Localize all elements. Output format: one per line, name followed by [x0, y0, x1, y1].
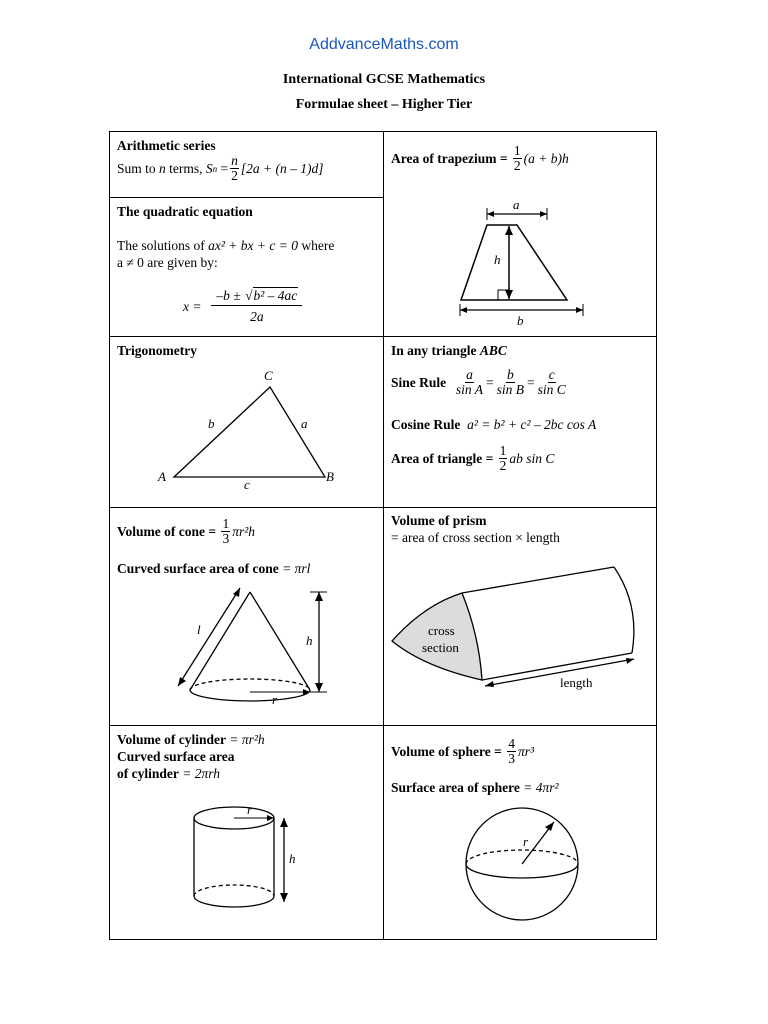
cylinder-height-arrowhead-top [280, 818, 288, 827]
cone-volume [117, 517, 255, 546]
triangle-heading-abc: ABC [479, 343, 507, 358]
sphere-volume-fraction [507, 737, 516, 766]
triangle-area-rest: ab sin C [509, 450, 555, 466]
triangle-heading [391, 343, 507, 359]
trapezium-frac-den: 2 [513, 158, 521, 173]
sine-den-1: sin A [455, 382, 484, 397]
cone-curved-label: Curved surface area of cone [117, 561, 279, 576]
trapezium-diagram [384, 198, 656, 336]
cone-base-back [190, 679, 310, 690]
cylinder-curved-expr: = 2πrh [182, 766, 221, 781]
arithmetic-heading: Arithmetic series [117, 138, 216, 153]
page-title: International GCSE Mathematics [282, 72, 486, 87]
arithmetic-n: n [159, 160, 166, 176]
trapezium-top-arrowhead-left [487, 211, 494, 217]
trapezium-label-a: a [513, 198, 520, 212]
cone-label-l: l [197, 622, 201, 637]
cone-label-r: r [272, 692, 278, 707]
cone-curved [117, 561, 310, 577]
cylinder-curved-line2 [117, 766, 220, 782]
trig-label-C: C [264, 368, 273, 383]
cosine-rule [391, 417, 596, 433]
sine-frac-3 [537, 368, 567, 397]
cylinder-volume-expr: = πr²h [229, 732, 265, 747]
cone-height-arrowhead-top [315, 592, 323, 601]
site-name: AddvanceMaths.com [309, 36, 459, 53]
prism-end-curve [614, 567, 634, 653]
prism-label-length: length [560, 675, 593, 690]
divider-row3 [109, 725, 657, 726]
triangle-area-label: Area of triangle = [391, 450, 494, 466]
trapezium-top-arrowhead-right [540, 211, 547, 217]
sine-eq-1: = [486, 374, 494, 390]
quadratic-radicand: b² – 4ac [253, 288, 298, 303]
prism-label-section: section [422, 640, 459, 655]
sphere-volume-label: Volume of sphere = [391, 743, 502, 759]
sphere-volume-rest: πr³ [517, 743, 535, 759]
arithmetic-formula [117, 154, 324, 183]
quadratic-line1-post: where [301, 238, 335, 253]
quadratic-x-eq: x = [183, 298, 202, 314]
arithmetic-terms: terms, [169, 160, 203, 176]
trigonometry-triangle-diagram [110, 360, 382, 500]
cone-left-edge [190, 592, 250, 690]
cylinder-label-h: h [289, 851, 296, 866]
cone-slant-arrow [178, 588, 240, 686]
sphere-label-r: r [523, 834, 529, 849]
trapezium-shape [461, 225, 567, 300]
sphere-radius-arrowhead [545, 822, 554, 831]
cone-slant-arrowhead-bottom [178, 677, 186, 686]
arithmetic-eq: = [220, 160, 229, 176]
arithmetic-frac-den: 2 [231, 168, 238, 183]
prism-length-arrowhead-left [485, 681, 494, 687]
triangle-heading-pre: In any triangle [391, 343, 477, 358]
cone-height-arrowhead-bottom [315, 683, 323, 692]
sine-den-2: sin B [496, 382, 525, 397]
trapezium-heading: Area of trapezium = [391, 150, 508, 166]
trig-label-B: B [326, 469, 334, 484]
arithmetic-bracket: [2a + (n – 1)d] [240, 160, 324, 176]
quadratic-line1 [117, 238, 334, 254]
trapezium-fraction [513, 144, 522, 173]
trig-label-a: a [301, 416, 308, 431]
trig-triangle [174, 387, 325, 477]
prism-formula: = area of cross section × length [391, 530, 560, 545]
sphere-volume-num: 4 [508, 736, 515, 751]
arithmetic-fraction [230, 154, 239, 183]
triangle-area-fraction [499, 444, 508, 473]
sine-eq-2: = [527, 374, 535, 390]
prism-top-edge [462, 567, 614, 593]
cylinder-base-front [194, 896, 274, 907]
cone-volume-den: 3 [222, 531, 230, 546]
quadratic-denominator: 2a [250, 309, 264, 324]
quadratic-line2: a ≠ 0 are given by: [117, 255, 218, 270]
sine-frac-1 [455, 368, 484, 397]
prism-bottom-edge [482, 653, 632, 680]
arithmetic-S: S [205, 160, 213, 176]
trapezium-label-h: h [494, 252, 501, 267]
arithmetic-sub-n: n [212, 163, 218, 174]
trapezium-height-arrowhead-top [505, 226, 513, 235]
sine-rule-label: Sine Rule [391, 374, 447, 390]
arithmetic-frac-num: n [231, 153, 238, 168]
cone-right-edge [250, 592, 310, 690]
cylinder-curved-label: of cylinder [117, 766, 179, 781]
sphere-equator-back [466, 850, 578, 864]
quadratic-formula [183, 289, 309, 324]
arithmetic-sum-prefix: Sum to [117, 160, 156, 176]
prism-heading: Volume of prism [391, 513, 487, 528]
trapezium-label-b: b [517, 313, 524, 328]
trapezium-rest: (a + b)h [523, 150, 569, 166]
cone-volume-label: Volume of cone = [117, 523, 217, 539]
trigonometry-heading: Trigonometry [117, 343, 197, 358]
sphere-surface [391, 780, 559, 796]
cylinder-label-r: r [247, 802, 253, 817]
cylinder-volume-label: Volume of cylinder [117, 732, 226, 747]
trapezium-frac-num: 1 [513, 143, 521, 158]
sphere-surface-expr: = 4πr² [523, 780, 559, 795]
sphere-equator-front [466, 864, 578, 878]
cylinder-volume [117, 732, 265, 748]
sphere-volume [391, 737, 534, 766]
sphere-volume-den: 3 [508, 751, 515, 766]
quadratic-fraction [207, 289, 307, 324]
cylinder-diagram [110, 790, 382, 930]
sine-rule [391, 368, 569, 397]
cylinder-base-back [194, 885, 274, 896]
page-subtitle: Formulae sheet – Higher Tier [295, 97, 473, 112]
quadratic-heading: The quadratic equation [117, 204, 253, 219]
prism-label-cross: cross [428, 623, 455, 638]
sphere-surface-label: Surface area of sphere [391, 780, 520, 795]
cone-label-h: h [306, 633, 313, 648]
trapezium-height-arrowhead-bottom [505, 290, 513, 299]
trig-label-b: b [208, 416, 215, 431]
sine-num-2: b [506, 367, 514, 382]
quadratic-num-pre: –b ± [216, 288, 241, 303]
trapezium-bottom-arrowhead-right [576, 307, 583, 313]
cone-curved-expr: = πrl [282, 561, 311, 576]
sphere-diagram [384, 800, 656, 930]
divider-row1 [109, 336, 657, 337]
sine-num-1: a [466, 367, 473, 382]
trig-label-A: A [158, 469, 166, 484]
trapezium-formula [391, 144, 569, 173]
cylinder-curved-line1: Curved surface area [117, 749, 235, 764]
divider-arith-quad [109, 197, 384, 198]
sine-frac-2 [496, 368, 525, 397]
sine-den-3: sin C [537, 382, 566, 397]
prism-diagram [384, 555, 656, 700]
cone-slant-arrowhead-top [233, 588, 240, 597]
quadratic-line1-pre: The solutions of [117, 238, 205, 253]
cone-volume-fraction [221, 517, 230, 546]
divider-row2 [109, 507, 657, 508]
trapezium-bottom-arrowhead-left [460, 307, 467, 313]
sine-num-3: c [548, 367, 555, 382]
triangle-area-den: 2 [499, 458, 507, 473]
cone-volume-num: 1 [222, 516, 230, 531]
triangle-area-num: 1 [499, 443, 507, 458]
cosine-rule-expr: a² = b² + c² – 2bc cos A [467, 417, 597, 432]
cosine-rule-label: Cosine Rule [391, 417, 461, 432]
quadratic-line1-expr: ax² + bx + c = 0 [208, 238, 298, 253]
triangle-area [391, 444, 554, 473]
trig-label-c: c [244, 477, 250, 492]
cone-diagram [110, 580, 382, 720]
quadratic-numerator: –b ± √b² – 4ac [211, 289, 302, 306]
cylinder-height-arrowhead-bottom [280, 893, 288, 902]
cone-volume-rest: πr²h [232, 523, 256, 539]
prism-length-arrowhead-right [626, 658, 634, 664]
